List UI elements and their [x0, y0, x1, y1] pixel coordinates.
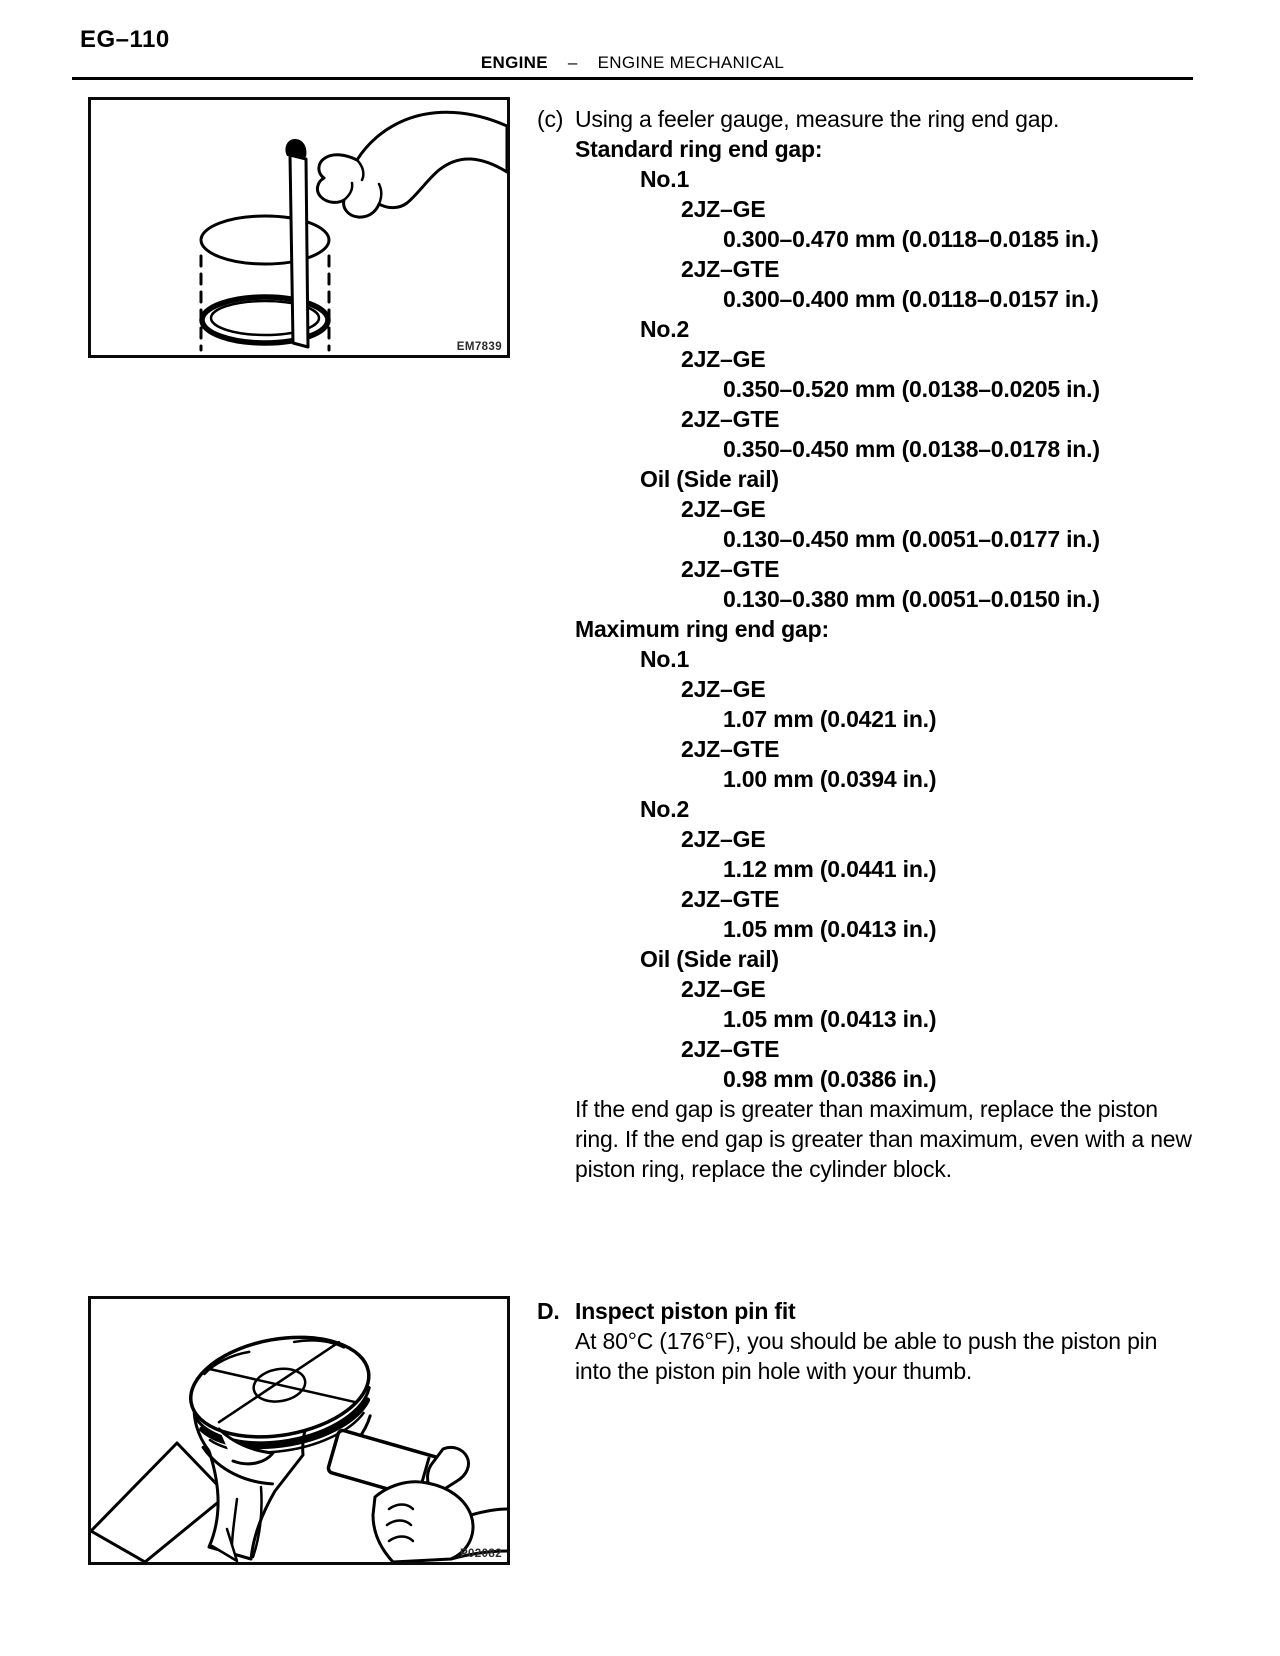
- closing-paragraph: [0, 1094, 1280, 1184]
- spec-line: 2JZ–GTE: [681, 256, 780, 282]
- page-number: EG–110: [80, 26, 170, 53]
- spec-line: 1.00 mm (0.0394 in.): [723, 766, 937, 792]
- piston-pin-illustration: [91, 1299, 507, 1562]
- body-line: into the piston pin hole with your thumb.: [575, 1358, 973, 1384]
- spec-line: 2JZ–GE: [681, 976, 766, 1002]
- spec-line: 2JZ–GTE: [681, 406, 780, 432]
- spec-line: 2JZ–GTE: [681, 1036, 780, 1062]
- spec-line: 2JZ–GE: [681, 196, 766, 222]
- section-d-label: D.: [537, 1298, 560, 1324]
- step-c-text: Using a feeler gauge, measure the ring end gap.: [575, 106, 1060, 132]
- figure-piston-pin-fit: [88, 1296, 510, 1565]
- spec-line: 2JZ–GE: [681, 676, 766, 702]
- spec-line: 0.300–0.400 mm (0.0118–0.0157 in.): [723, 286, 1099, 312]
- spec-line: Oil (Side rail): [640, 466, 779, 492]
- spec-line: No.1: [640, 166, 690, 192]
- spec-block: [0, 134, 1280, 1094]
- running-header: [72, 53, 1193, 73]
- paragraph-line: piston ring, replace the cylinder block.: [575, 1156, 952, 1182]
- spec-line: 2JZ–GTE: [681, 736, 780, 762]
- running-header-subsection: ENGINE MECHANICAL: [597, 53, 785, 72]
- spec-line: 2JZ–GE: [681, 346, 766, 372]
- running-header-section: ENGINE: [480, 53, 548, 72]
- spec-line: 2JZ–GE: [681, 496, 766, 522]
- spec-line: 1.07 mm (0.0421 in.): [723, 706, 937, 732]
- spec-line: 1.05 mm (0.0413 in.): [723, 1006, 937, 1032]
- spec-line: 2JZ–GTE: [681, 886, 780, 912]
- spec-line: 1.05 mm (0.0413 in.): [723, 916, 937, 942]
- running-header-separator: –: [567, 53, 578, 72]
- spec-line: 0.98 mm (0.0386 in.): [723, 1066, 937, 1092]
- section-d-body: [575, 1326, 1157, 1386]
- paragraph-line: If the end gap is greater than maximum, replace the piston: [575, 1096, 1158, 1122]
- body-line: At 80°C (176°F), you should be able to push the piston pin: [575, 1328, 1158, 1354]
- spec-line: No.2: [640, 796, 690, 822]
- paragraph-line: ring. If the end gap is greater than maximum, even with a new: [575, 1126, 1192, 1152]
- spec-line: No.1: [640, 646, 690, 672]
- figure-code: P02082: [459, 1548, 502, 1560]
- header-rule: [72, 77, 1193, 80]
- spec-line: Standard ring end gap:: [575, 136, 823, 162]
- spec-line: 2JZ–GE: [681, 826, 766, 852]
- spec-line: 0.130–0.380 mm (0.0051–0.0150 in.): [723, 586, 1100, 612]
- figure-code: EM7839: [456, 341, 502, 353]
- spec-line: 2JZ–GTE: [681, 556, 780, 582]
- spec-line: 0.350–0.520 mm (0.0138–0.0205 in.): [723, 376, 1100, 402]
- spec-line: Oil (Side rail): [640, 946, 779, 972]
- spec-line: No.2: [640, 316, 690, 342]
- spec-line: 0.350–0.450 mm (0.0138–0.0178 in.): [723, 436, 1100, 462]
- spec-line: 1.12 mm (0.0441 in.): [723, 856, 937, 882]
- section-d-title: Inspect piston pin fit: [575, 1298, 796, 1324]
- step-c-label: (c): [537, 106, 564, 132]
- spec-line: Maximum ring end gap:: [575, 616, 829, 642]
- spec-line: 0.130–0.450 mm (0.0051–0.0177 in.): [723, 526, 1100, 552]
- spec-line: 0.300–0.470 mm (0.0118–0.0185 in.): [723, 226, 1099, 252]
